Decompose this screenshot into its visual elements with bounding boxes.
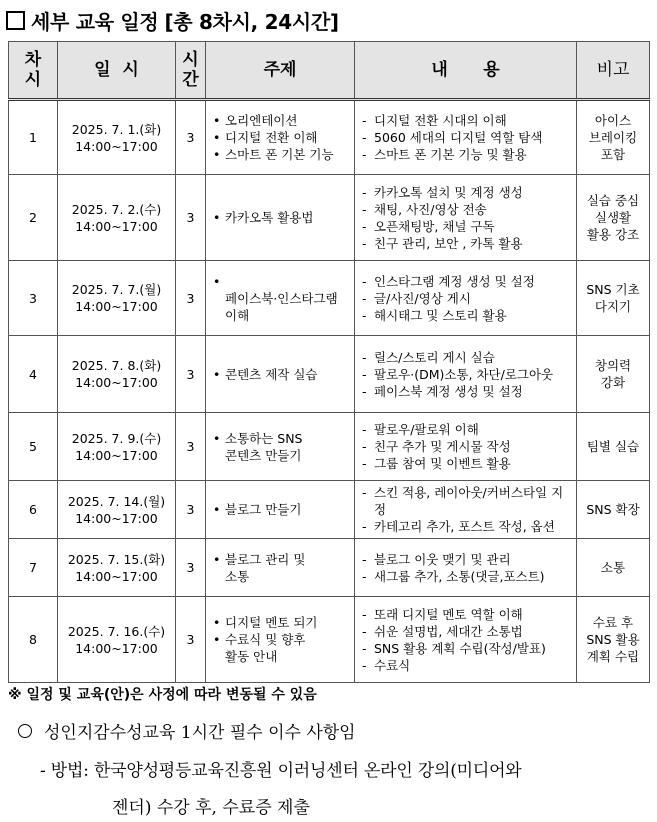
topic-item: • 오리엔테이션 <box>213 112 351 129</box>
topic-list <box>206 112 354 163</box>
session-time: 14:00~17:00 <box>75 447 158 463</box>
session-topics <box>206 539 355 597</box>
section-title <box>6 6 339 35</box>
content-item: - 또래 디지털 멘토 역할 이해 <box>362 606 573 623</box>
session-datetime <box>58 481 176 539</box>
topic-list <box>206 209 354 226</box>
content-item: - 해시태그 및 스토리 활용 <box>362 307 573 324</box>
topic-item: • 콘텐츠 제작 실습 <box>213 366 351 383</box>
content-list <box>355 484 576 535</box>
session-date: 2025. 7. 15.(화) <box>67 551 166 567</box>
session-time: 14:00~17:00 <box>75 568 158 584</box>
title-subtitle: [총 8차시, 24시간] <box>164 10 339 34</box>
session-hours: 3 <box>176 175 206 261</box>
content-item: - 팔로우·(DM)소통, 차단/로그아웃 <box>362 366 573 383</box>
topic-item: • 스마트 폰 기본 기능 <box>213 146 351 163</box>
session-time: 14:00~17:00 <box>75 299 158 314</box>
topic-list <box>206 501 354 518</box>
schedule-table <box>8 41 650 683</box>
session-hours: 3 <box>176 413 206 481</box>
session-time: 14:00~17:00 <box>75 640 158 656</box>
table-row <box>9 481 650 539</box>
session-contents <box>355 175 577 261</box>
session-note: 수료 후 SNS 활용 계획 수립 <box>577 597 650 683</box>
col-header-topic: 주제 <box>206 42 355 100</box>
topic-item: • 디지털 전환 이해 <box>213 129 351 146</box>
content-item: - 친구 추가 및 게시물 작성 <box>362 438 573 455</box>
content-item: - 블로그 이웃 맺기 및 관리 <box>362 551 573 568</box>
session-topics <box>206 336 355 413</box>
session-topics <box>206 100 355 175</box>
session-datetime <box>58 597 176 683</box>
topic-list <box>206 366 354 383</box>
topic-item: • 카카오톡 활용법 <box>213 209 351 226</box>
session-number: 5 <box>9 413 58 481</box>
content-list <box>355 112 576 163</box>
checkbox-square-icon <box>6 11 25 30</box>
session-number: 7 <box>9 539 58 597</box>
session-hours: 3 <box>176 100 206 175</box>
session-time: 14:00~17:00 <box>75 138 158 154</box>
session-note: SNS 확장 <box>577 481 650 539</box>
session-note: SNS 기초 다지기 <box>577 261 650 336</box>
col-header-note: 비고 <box>577 42 650 100</box>
content-item: - 스마트 폰 기본 기능 및 활용 <box>362 146 573 163</box>
session-time: 14:00~17:00 <box>75 510 158 526</box>
content-item: - 쉬운 설명법, 세대간 소통법 <box>362 623 573 640</box>
content-list <box>355 349 576 400</box>
content-list <box>355 606 576 674</box>
session-number: 4 <box>9 336 58 413</box>
col-header-hours: 시 간 <box>176 42 206 100</box>
content-item: - 디지털 전환 시대의 이해 <box>362 112 573 129</box>
session-contents <box>355 261 577 336</box>
topic-item: • 소통하는 SNS 콘텐츠 만들기 <box>213 430 351 464</box>
session-note: 창의력 강화 <box>577 336 650 413</box>
content-item: - 글/사진/영상 게시 <box>362 290 573 307</box>
session-contents <box>355 413 577 481</box>
content-item: - 인스타그램 계정 생성 및 설정 <box>362 273 573 290</box>
session-topics <box>206 413 355 481</box>
topic-item: • 수료식 및 향후 활동 안내 <box>213 631 351 665</box>
content-item: - 스킨 적용, 레이아웃/커버스타일 지정 <box>362 484 573 518</box>
session-time: 14:00~17:00 <box>75 218 158 234</box>
content-item: - 릴스/스토리 게시 실습 <box>362 349 573 366</box>
topic-list <box>206 273 354 324</box>
requirement-line <box>10 718 356 743</box>
session-topics <box>206 175 355 261</box>
content-item: - 5060 세대의 디지털 역할 탐색 <box>362 129 573 146</box>
session-datetime <box>58 175 176 261</box>
content-item: - 그룹 참여 및 이벤트 활용 <box>362 455 573 472</box>
table-row <box>9 597 650 683</box>
session-date: 2025. 7. 7.(월) <box>71 282 162 297</box>
footnote: ※ 일정 및 교육(안)은 사정에 따라 변동될 수 있음 <box>8 687 317 703</box>
topic-list <box>206 614 354 665</box>
session-contents <box>355 539 577 597</box>
session-note: 아이스 브레이킹 포함 <box>577 100 650 175</box>
session-date: 2025. 7. 14.(월) <box>67 493 166 509</box>
col-header-session: 차 시 <box>9 42 58 100</box>
requirement-text: 성인지감수성교육 1시간 필수 이수 사항임 <box>44 723 356 743</box>
content-item: - SNS 활용 계획 수립(작성/발표) <box>362 640 573 657</box>
session-date: 2025. 7. 8.(화) <box>71 358 162 373</box>
session-hours: 3 <box>176 539 206 597</box>
content-list <box>355 551 576 585</box>
content-item: - 카카오톡 설치 및 계정 생성 <box>362 184 573 201</box>
content-item: - 친구 관리, 보안 , 카톡 활용 <box>362 235 573 252</box>
content-item: - 새그룹 추가, 소통(댓글,포스트) <box>362 568 573 585</box>
content-item: - 오픈채팅방, 채널 구독 <box>362 218 573 235</box>
content-item: - 팔로우/팔로워 이해 <box>362 421 573 438</box>
topic-list <box>206 551 354 585</box>
session-topics <box>206 597 355 683</box>
content-item: - 수료식 <box>362 657 573 674</box>
session-number: 8 <box>9 597 58 683</box>
session-date: 2025. 7. 16.(수) <box>67 623 166 639</box>
topic-item: • 블로그 만들기 <box>213 501 351 518</box>
session-number: 1 <box>9 100 58 175</box>
table-row <box>9 175 650 261</box>
session-note: 소통 <box>577 539 650 597</box>
content-list <box>355 273 576 324</box>
content-list <box>355 184 576 252</box>
title-text: 세부 교육 일정 <box>31 10 159 34</box>
session-hours: 3 <box>176 481 206 539</box>
topic-list <box>206 430 354 464</box>
session-datetime <box>58 413 176 481</box>
hollow-circle-icon <box>18 724 32 738</box>
content-item: - 카테고리 추가, 포스트 작성, 옵션 <box>362 518 573 535</box>
session-date: 2025. 7. 9.(수) <box>71 430 162 446</box>
session-hours: 3 <box>176 336 206 413</box>
session-datetime <box>58 336 176 413</box>
session-date: 2025. 7. 1.(화) <box>71 121 162 137</box>
col-header-content: 내 용 <box>355 42 577 100</box>
session-topics <box>206 481 355 539</box>
table-row <box>9 413 650 481</box>
content-item: - 채팅, 사진/영상 전송 <box>362 201 573 218</box>
table-row <box>9 336 650 413</box>
session-hours: 3 <box>176 597 206 683</box>
session-contents <box>355 100 577 175</box>
session-contents <box>355 336 577 413</box>
table-row <box>9 100 650 175</box>
method-line-1: - 방법: 한국양성평등교육진흥원 이러닝센터 온라인 강의(미디어와 <box>40 761 522 781</box>
topic-item: • 페이스북·인스타그램 이해 <box>213 273 351 324</box>
session-number: 2 <box>9 175 58 261</box>
session-topics <box>206 261 355 336</box>
table-header-row <box>9 42 650 100</box>
session-datetime <box>58 261 176 336</box>
topic-item: • 블로그 관리 및 소통 <box>213 551 351 585</box>
session-datetime <box>58 539 176 597</box>
topic-item: • 디지털 멘토 되기 <box>213 614 351 631</box>
session-note: 실습 중심 실생활 활용 강조 <box>577 175 650 261</box>
table-row <box>9 261 650 336</box>
content-item: - 페이스북 계정 생성 및 설정 <box>362 383 573 400</box>
session-time: 14:00~17:00 <box>75 375 158 390</box>
method-line-2: 젠더) 수강 후, 수료증 제출 <box>112 798 310 818</box>
session-number: 3 <box>9 261 58 336</box>
table-row <box>9 539 650 597</box>
session-datetime <box>58 100 176 175</box>
session-number: 6 <box>9 481 58 539</box>
content-list <box>355 421 576 472</box>
session-note: 팀별 실습 <box>577 413 650 481</box>
session-hours: 3 <box>176 261 206 336</box>
col-header-date: 일 시 <box>58 42 176 100</box>
session-date: 2025. 7. 2.(수) <box>71 201 162 217</box>
session-contents <box>355 481 577 539</box>
session-contents <box>355 597 577 683</box>
